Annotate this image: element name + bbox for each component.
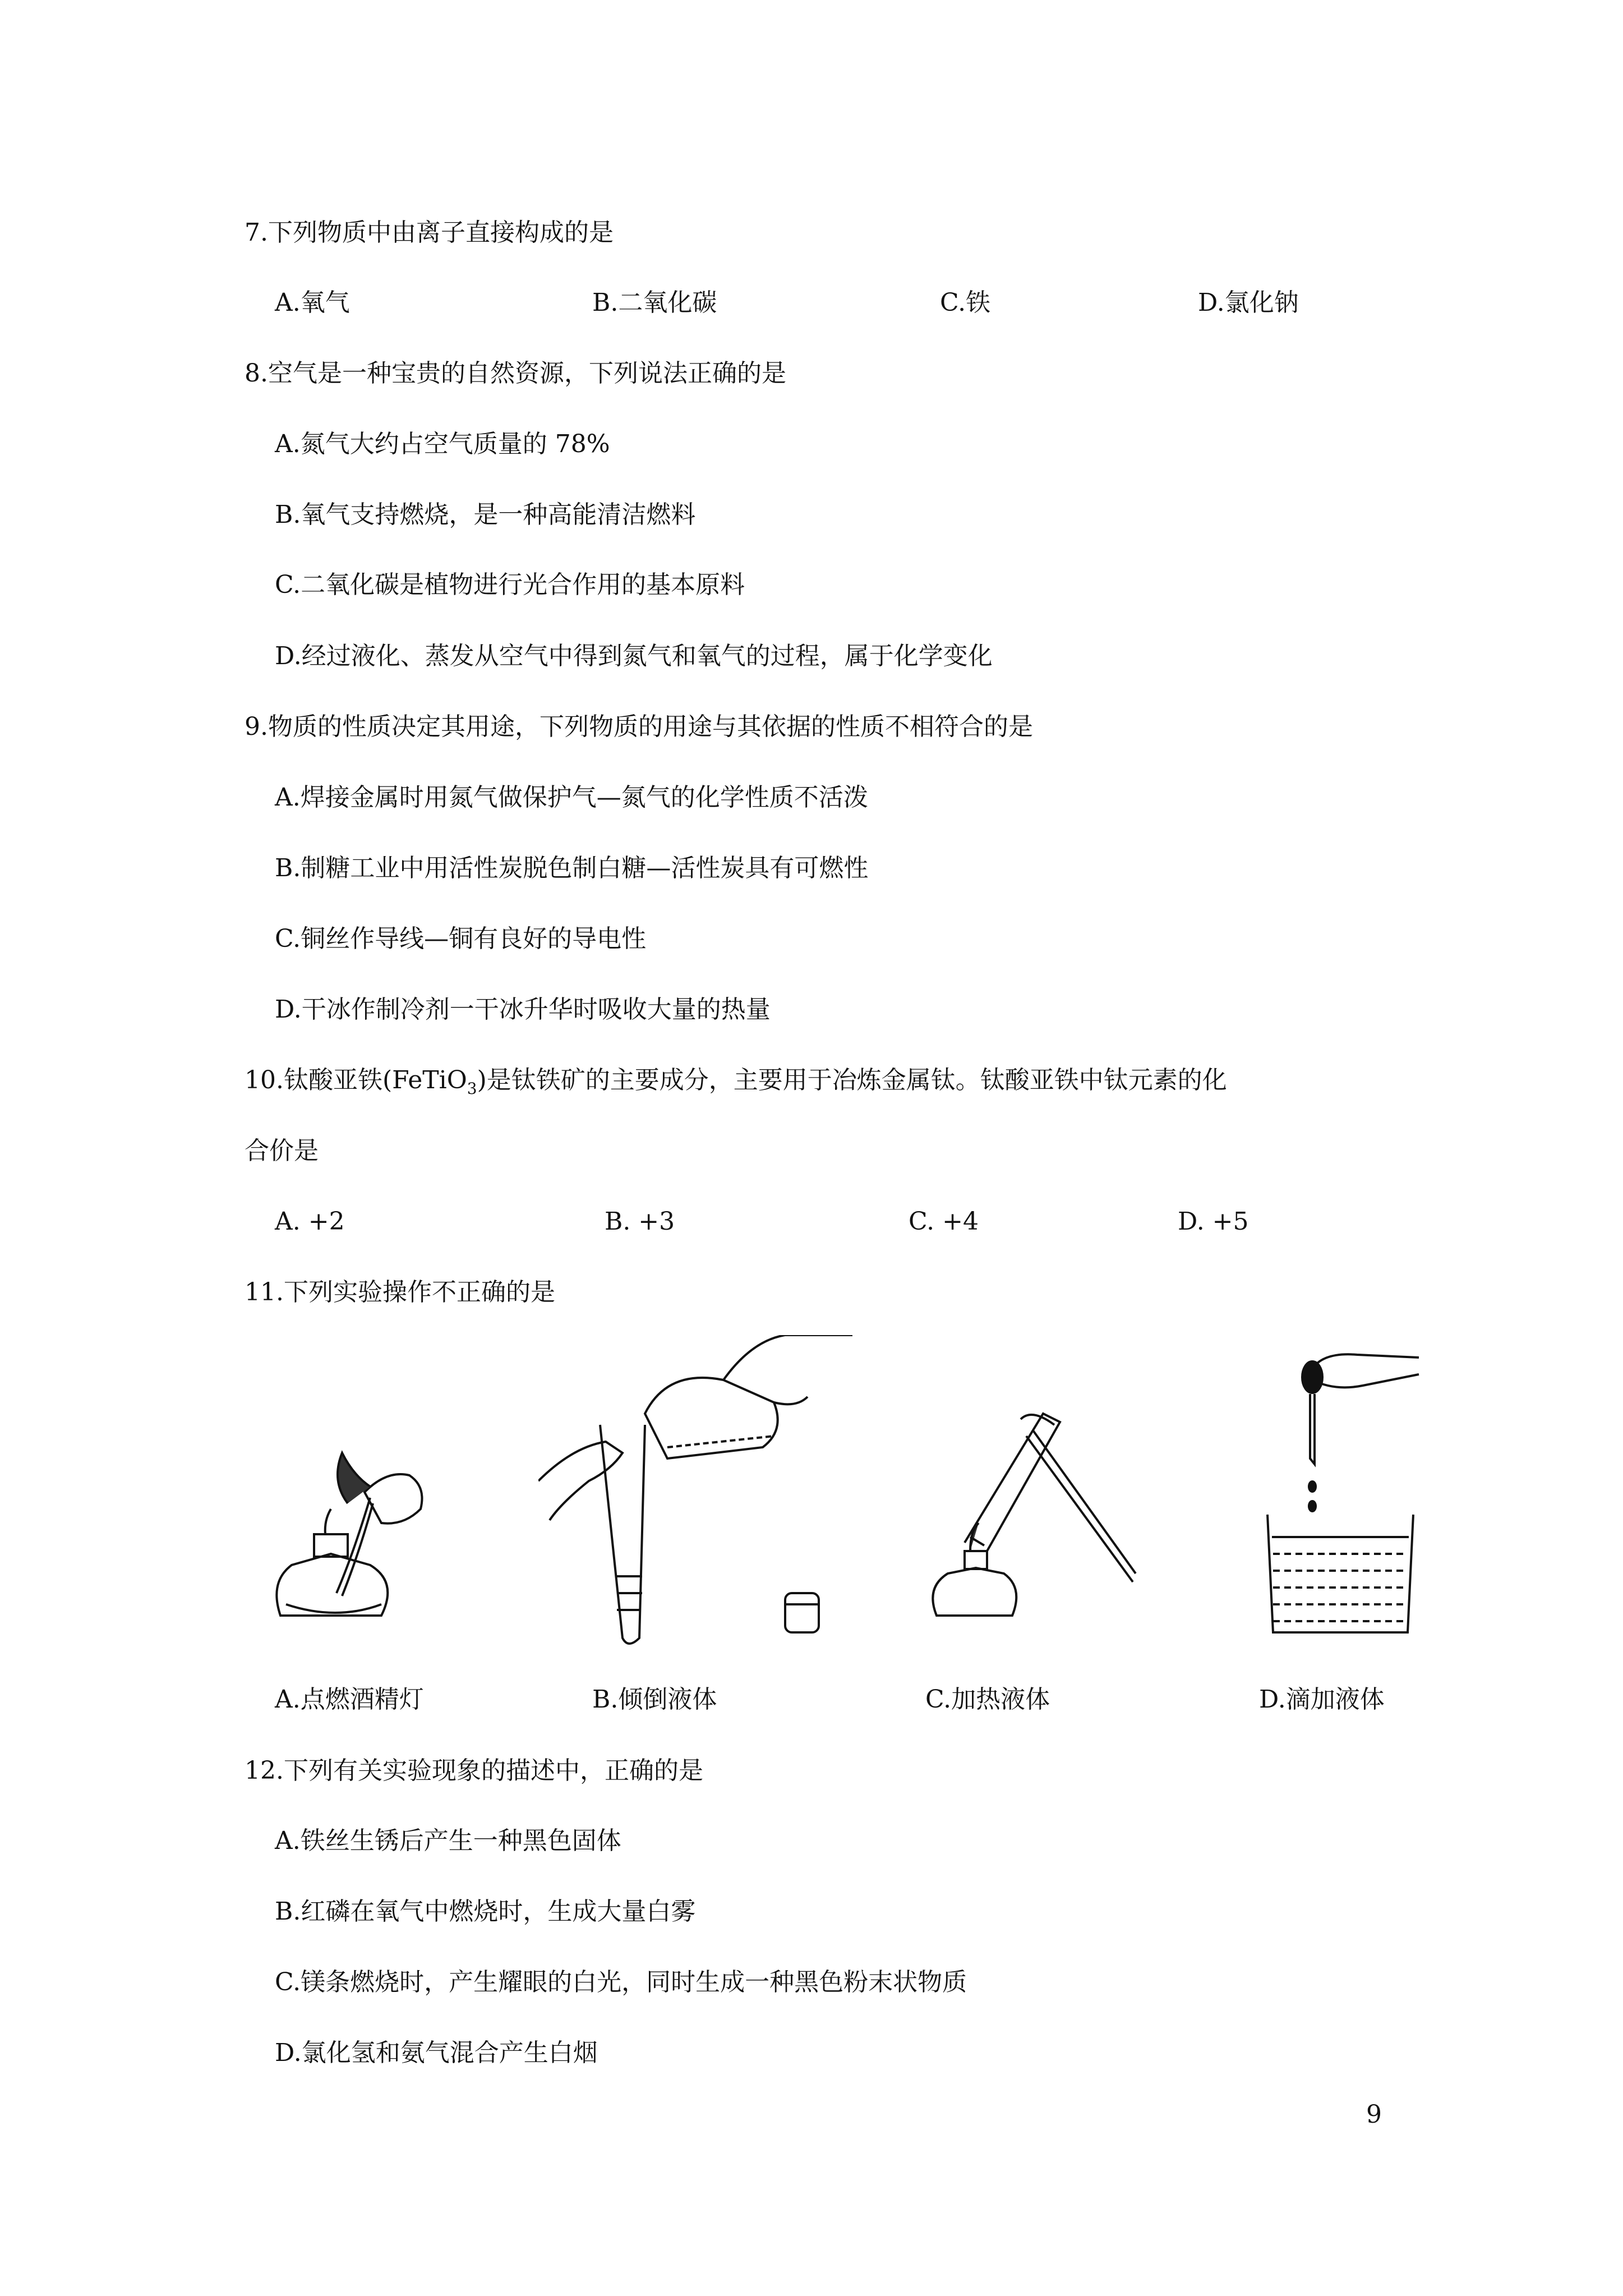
q7-option-d: D.氯化钠	[1198, 288, 1299, 317]
q10-stem-subscript: 3	[467, 1079, 477, 1098]
q8-option-c: C.二氧化碳是植物进行光合作用的基本原料	[275, 570, 745, 599]
q9-stem: 9.物质的性质决定其用途，下列物质的用途与其依据的性质不相符合的是	[245, 712, 1033, 741]
q11-caption-b: B.倾倒液体	[592, 1685, 717, 1714]
figure-pour-liquid	[538, 1335, 869, 1649]
q7-option-b: B.二氧化碳	[592, 288, 717, 317]
page-number: 9	[1366, 2100, 1382, 2129]
q8-option-d: D.经过液化、蒸发从空气中得到氮气和氧气的过程，属于化学变化	[275, 642, 993, 670]
figure-light-alcohol-lamp	[258, 1414, 449, 1638]
q12-option-d: D.氯化氢和氨气混合产生白烟	[275, 2039, 598, 2067]
q9-option-d: D.干冰作制冷剂一干冰升华时吸收大量的热量	[275, 995, 771, 1024]
q9-option-b: B.制糖工业中用活性炭脱色制白糖—活性炭具有可燃性	[275, 854, 869, 882]
q7-stem: 7.下列物质中由离子直接构成的是	[245, 218, 614, 247]
q10-option-c: C. +4	[909, 1207, 979, 1236]
q12-option-b: B.红磷在氧气中燃烧时，生成大量白雾	[275, 1897, 696, 1926]
q12-option-c: C.镁条燃烧时，产生耀眼的白光，同时生成一种黑色粉末状物质	[275, 1968, 967, 1996]
q11-caption-a: A.点燃酒精灯	[275, 1685, 424, 1714]
q8-option-a: A.氮气大约占空气质量的 78%	[275, 430, 610, 458]
q10-option-b: B. +3	[605, 1207, 675, 1236]
q8-stem: 8.空气是一种宝贵的自然资源，下列说法正确的是	[245, 359, 786, 388]
q11-caption-c: C.加热液体	[925, 1685, 1050, 1714]
q10-stem-part1: 10.钛酸亚铁(FeTiO	[245, 1066, 467, 1094]
q10-stem-line2: 合价是	[245, 1137, 319, 1165]
q7-option-a: A.氧气	[275, 288, 350, 317]
q10-stem	[245, 1064, 1227, 1106]
q11-stem: 11.下列实验操作不正确的是	[245, 1278, 555, 1306]
q7-option-c: C.铁	[940, 288, 991, 317]
q12-option-a: A.铁丝生锈后产生一种黑色固体	[275, 1826, 621, 1855]
q11-caption-d: D.滴加液体	[1259, 1685, 1385, 1714]
q9-option-c: C.铜丝作导线—铜有良好的导电性	[275, 924, 647, 953]
q9-option-a: A.焊接金属时用氮气做保护气—氮气的化学性质不活泼	[275, 783, 868, 812]
q10-option-a: A. +2	[275, 1207, 345, 1236]
q8-option-b: B.氧气支持燃烧，是一种高能清洁燃料	[275, 500, 696, 529]
q10-option-d: D. +5	[1178, 1207, 1249, 1236]
figure-heat-liquid	[909, 1402, 1144, 1638]
q10-stem-part2: )是钛铁矿的主要成分，主要用于冶炼金属钛。钛酸亚铁中钛元素的化	[477, 1066, 1227, 1094]
figure-drop-liquid	[1256, 1346, 1424, 1644]
q12-stem: 12.下列有关实验现象的描述中，正确的是	[245, 1756, 703, 1785]
